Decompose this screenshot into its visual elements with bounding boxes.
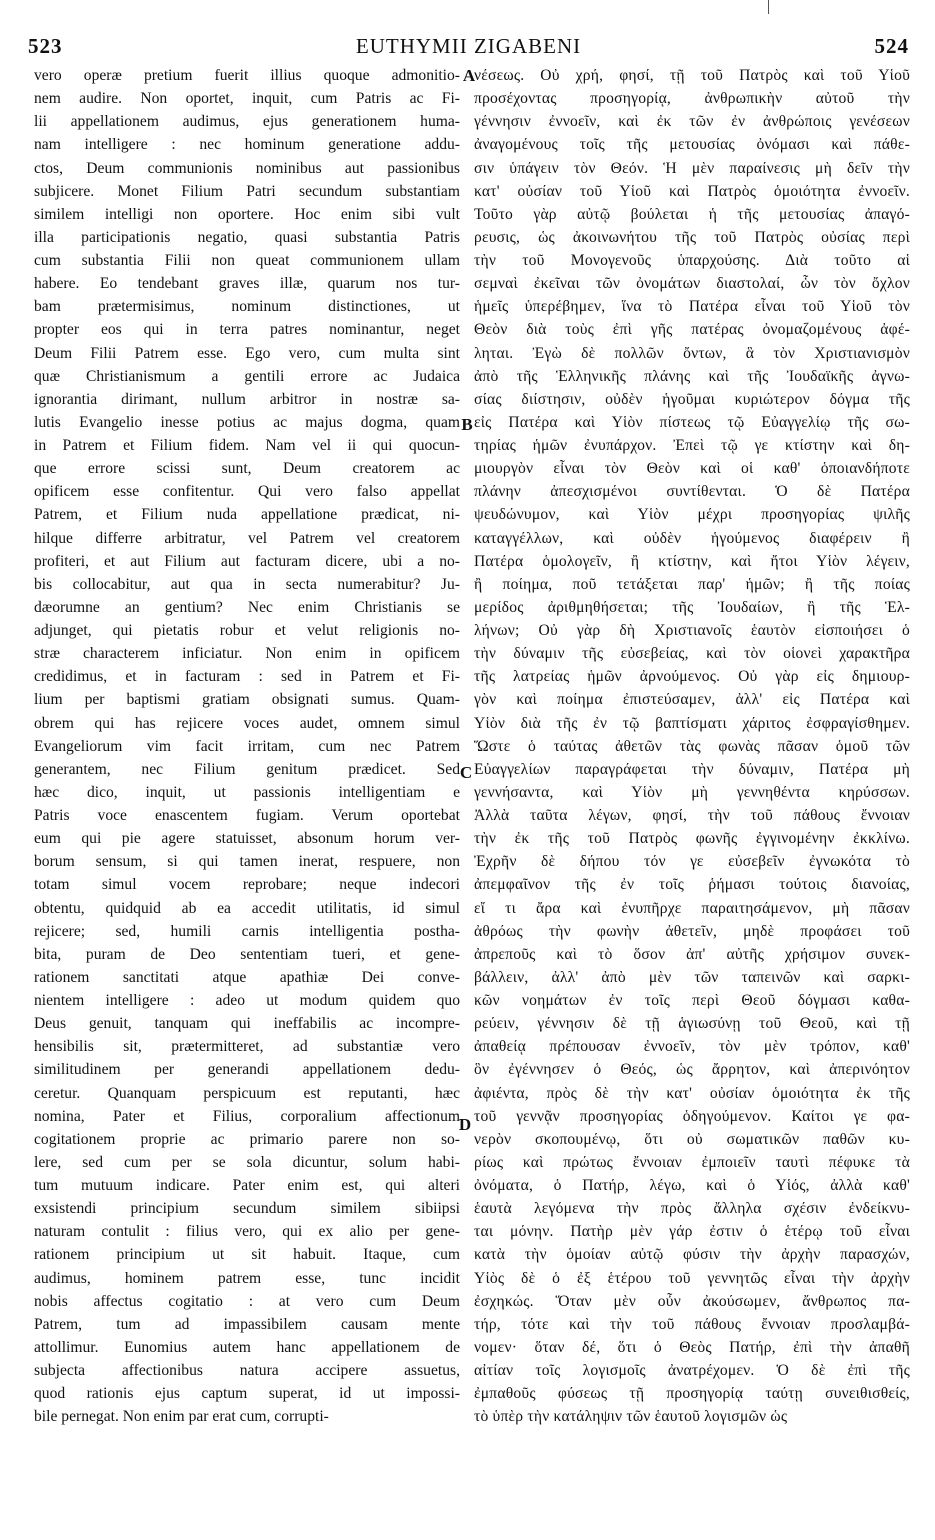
latin-text-line: bam prætermisimus, nominum distinctiones, ut [34,298,460,316]
greek-text-line: ται μόνην. Πατὴρ μὲν γάρ ἐστιν ὁ ἑτέρῳ τοῦ εἶναι [474,1223,910,1241]
greek-text-line: ἀπρεποῦς καὶ τὸ ὅσον ἀπ' αὐτῆς χρήσιμον συνεκ- [474,945,910,963]
greek-text-line: ἐσχηκώς. Ὅταν μὲν οὖν ἀκούσωμεν, ἄνθρωπος πα- [474,1292,910,1310]
greek-text-line: ψευδώνυμον, καὶ Υἱὸν μέχρι προσηγορίας ψιλῆς [474,506,910,524]
greek-text-line: νομεν· ὅταν δέ, ὅτι ὁ Θεὸς Πατήρ, ἐπὶ τὴν ἀπαθῆ [474,1338,910,1356]
greek-text-line: Ὥστε ὁ ταύτας ἀθετῶν τὰς φωνὰς πᾶσαν ὁμοῦ τῶν [474,737,910,755]
greek-text-line: Τοῦτο γὰρ αὐτῷ βούλεται ἡ τῆς μετουσίας ἀπαγό- [474,205,910,223]
latin-text-line: totam simul vocem reprobare; neque indecori [34,876,460,894]
running-title: EUTHYMII ZIGABENI [355,34,582,58]
greek-text-line: ὀνόματα, ὁ Πατήρ, λέγω, καὶ ὁ Υἱός, ἀλλὰ καθ' [474,1177,910,1194]
greek-text-line: ρίως καὶ πρώτως ἔννοιαν ἐμποιεῖν ταυτὶ πέφυκε τὰ [474,1153,910,1171]
latin-text-line: bita, puram de Deo sententiam tueri, et gene- [34,945,460,963]
latin-text-line: lium per baptismi gratiam obsignati sumus. Quam- [34,691,460,709]
greek-text-line: Υἱὸν διὰ τῆς ἐν τῷ βαπτίσματι χάριτος ἐσφραγίσθημεν. [474,714,910,732]
latin-text-line: opificem esse confitentur. Qui vero falso appellat [34,483,460,501]
greek-text-line: ἡμεῖς ὑπερέβημεν, ἵνα τὸ Πατέρα εἶναι τοῦ Υἱοῦ τὸν [474,298,910,316]
greek-text-line: ληται. Ἐγὼ δὲ πολλῶν ὄντων, ἃ τὸν Χριστιανισμὸν [474,344,910,362]
greek-text-line: σίας διίστησιν, οὐδὲν ἡγοῦμαι κυριώτερον δόγμα τῆς [474,390,910,408]
page-number-left: 523 [28,34,63,58]
greek-text-line: ἀθρόως τὴν φωνὴν ἀθετεῖν, μηδὲ προφάσει τοῦ [474,922,910,940]
latin-text-line: naturam contulit : filius vero, qui ex alio per gene- [34,1223,460,1241]
latin-text-line: nam intelligere : nec hominum generatione addu- [34,136,460,154]
margin-marker-a: A [462,66,476,85]
greek-text-line: τηρίας ἡμῶν ἐνυπάρχον. Ἐπεὶ τῷ γε κτίστην καὶ δη- [474,437,910,454]
greek-text-line: μερίδος ἀριθμηθήσεται; τῆς Ἰουδαίων, ἢ τῆς Ἑλ- [474,598,910,616]
greek-text-line: Θεὸν διὰ τοὺς ἐπὶ γῆς πατέρας ὀνομαζομένους ἀφέ- [474,321,910,339]
latin-text-line: tum mutuum indicare. Pater enim est, qui alteri [34,1177,460,1194]
greek-text-line: καταγγέλλων, καὶ οὐδὲν ἡγούμενος διαφέρειν ἢ [474,529,910,547]
latin-text-line: lutis Evangelio inesse potius ac majus dogma, quam [34,413,460,431]
latin-text-line: ignorantia dirimant, nullum arbitror in nostræ sa- [34,390,460,408]
greek-text-line: βάλλειν, ἀλλ' ἀπὸ μὲν τῶν ταπεινῶν καὶ σαρκι- [474,968,910,986]
greek-text-line: κατὰ τὴν ὁμοίαν αὐτῷ φύσιν τὴν ἀρχὴν παρασχών, [474,1246,910,1264]
margin-marker-b: B [461,415,473,434]
latin-text-line: credidimus, et in facturam : sed in Patrem et Fi- [34,668,460,686]
greek-text-line: τῆς λατρείας ἡμῶν ἀρνούμενος. Οὐ γὰρ εἰς δημιουρ- [474,668,910,686]
greek-text-line: κατ' οὐσίαν τοῦ Υἱοῦ καὶ Πατρὸς ὁμοιότητα ἐννοεῖν. [474,182,910,200]
latin-text-line: rationem sanctitati atque apathiæ Dei conve- [34,968,460,986]
greek-text-line: τὴν τοῦ Μονογενοῦς ὑπαρχούσης. Διὰ τοῦτο αἱ [474,252,910,269]
greek-text-line: Υἱὸς δὲ ὁ ἐξ ἑτέρου τοῦ γεννητῶς εἶναι τὴν ἀρχὴν [474,1269,910,1287]
greek-text-line: σιν ὑπάγειν τὸν Θεόν. Ἡ μὲν παραίνεσις μὴ δεῖν τὴν [474,159,910,177]
latin-text-line: Deus genuit, tanquam qui ineffabilis ac incompre- [34,1015,460,1033]
greek-text-line: ρευσις, ὡς ἀκοινωνήτου τῆς τοῦ Πατρὸς οὐσίας περὶ [474,228,910,246]
greek-text-line: τοῦ γεννᾷν προσηγορίας ὁδηγούμενον. Καίτοι γε φα- [474,1107,910,1125]
greek-text-line: αἰτίαν τοῖς λογισμοῖς ἀνατρέχομεν. Ὁ δὲ ἐπὶ τῆς [474,1362,910,1379]
greek-text-line: τὴν δύναμιν τῆς εὐσεβείας, καὶ τὸν οἱονεὶ χαρακτῆρα [474,645,910,663]
latin-text-line: hilque differre arbitratur, vel Patrem vel creatorem [34,529,460,547]
page-number-right: 524 [874,34,909,58]
latin-text-line: lere, sed cum per se sola dicuntur, solum habi- [34,1153,460,1171]
latin-text-line: audimus, hominem patrem esse, tunc incidit [34,1269,460,1287]
latin-text-line: Evangeliorum vim facit irritam, cum nec Patrem [34,737,460,755]
latin-text-line: nientem intelligere : adeo ut modum quidem quo [34,992,460,1009]
greek-text-line: ἐμπαθοῦς φύσεως τῇ προσηγορίᾳ ταύτῃ συνειθισθείς, [474,1385,910,1403]
greek-text-line: γὸν καὶ ποίημα ἐπιστεύσαμεν, ἀλλ' εἰς Πατέρα καὶ [474,691,910,709]
greek-text-line: πλάνην ἀπεσχισμένοι συντίθενται. Ὁ δὲ Πατέρα [474,483,910,501]
latin-text-line: que errore scissi sunt, Deum creatorem ac [34,460,460,478]
latin-text-line: similem intelligi non oportere. Hoc enim sibi vult [34,205,460,223]
latin-text-line: Patrem, et Filium nuda appellatione prædicat, ni- [34,506,460,524]
greek-text-line: Ἀλλὰ ταῦτα λέγων, φησί, τὴν τοῦ πάθους ἔννοιαν [474,807,910,824]
greek-text-line: σεμναὶ ἐκεῖναι τῶν ὀνομάτων διαστολαί, ὧν τὸν ὄχλον [474,275,910,293]
latin-text-line: nobis affectus cogitatio : at vero cum Deum [34,1292,460,1310]
latin-text-line: illa participationis negatio, quasi substantia Patris [34,228,460,246]
greek-text-line: ἀπεμφαῖνον τῆς ἐν τοῖς ῥήμασι τούτοις διανοίας, [474,876,910,894]
latin-text-line: adjunget, qui pietatis robur et velut religionis no- [34,622,460,639]
top-edge-mark [768,0,769,14]
latin-text-line: attollimur. Eunomius autem hanc appellationem de [34,1338,460,1356]
latin-text-line: vero operæ pretium fuerit illius quoque admonitio- [34,67,460,84]
latin-text-line: rationem principium ut sit habuit. Itaque, cum [34,1246,460,1264]
latin-text-line: eum qui pie agere statuisset, absonum horum ver- [34,830,460,848]
greek-text-line: ἀπαθείᾳ πρέπουσαν ἐννοεῖν, τὸν μὲν τρόπον, καθ' [474,1038,910,1056]
latin-text-line: cogitationem proprie ac primario parere non so- [34,1130,460,1148]
latin-text-line: ceretur. Quanquam perspicuum est reputanti, hæc [34,1084,460,1102]
latin-text-line: profiteri, et aut Filium aut facturam dicere, ubi a no- [34,552,460,570]
greek-text-line: μιουργὸν εἶναι τὸν Θεὸν καὶ οἱ καθ' ὁποιανδήποτε [474,460,910,478]
greek-text-line: γεννήσαντα, καὶ Υἱὸν μὴ γεννηθέντα κηρύσσων. [474,783,910,801]
greek-text-line: ἑαυτὰ λεγόμενα τὴν πρὸς ἄλληλα σχέσιν ἐνδείκνυ- [474,1200,910,1218]
latin-text-line: habere. Eo tendebant graves illæ, quarum nos tur- [34,275,460,293]
latin-text-line: lii appellationem audimus, ejus generationem huma- [34,113,460,131]
latin-text-line: hæc dico, inquit, ut passionis intelligentiam e [34,783,460,801]
latin-text-line: cum substantia Filii non queat communionem ullam [34,252,460,269]
latin-text-line: subjicere. Monet Filium Patri secundum substantiam [34,182,460,200]
greek-text-line: τὴν ἐκ τῆς τοῦ Πατρὸς φωνῆς ἐγγινομένην ἐκκλίνω. [474,830,910,848]
greek-text-line: ρεύειν, γέννησιν δὲ τῇ ἁγιωσύνῃ τοῦ Θεοῦ, καὶ τῇ [474,1015,910,1033]
greek-text-line: Πατέρα ὁμολογεῖν, ἢ κτίστην, καὶ ἤτοι Υἱὸν λέγειν, [474,552,910,570]
latin-text-line: in Patrem et Filium fidem. Nam vel ii qui quocun- [34,437,460,454]
greek-text-line: νερὸν σκοπουμένῳ, ὅτι οὐ σωματικῶν παθῶν κυ- [474,1130,910,1148]
greek-text-line: τὸ ὑπὲρ τὴν κατάληψιν τῶν ἑαυτοῦ λογισμῶν ὡς [474,1408,788,1426]
greek-text-line: εἴ τι ἄρα καὶ ἐνυπῆρχε παραιτησάμενον, μὴ πᾶσαν [474,899,910,917]
latin-text-line: obrem qui has rejicere voces audet, omnem simul [34,714,460,732]
latin-text-line: Patris voce enascentem fugiam. Verum oportebat [34,807,460,824]
latin-text-line: generantem, nec Filium genitum prædicet. Sed [34,760,460,778]
latin-text-line: similitudinem per generandi appellationem dedu- [34,1061,460,1079]
latin-text-line: nomina, Pater et Filius, corporalium affectionum [34,1107,460,1125]
latin-text-line: exsistendi principium secundum similem sibiipsi [34,1200,460,1218]
greek-text-line: κῶν νοημάτων ἐν τοῖς περὶ Θεοῦ δόγμασι καθα- [474,992,910,1009]
latin-text-line: stræ characterem inficiatur. Non enim in opificem [34,645,460,663]
latin-text-line: quod rationis ejus captum superat, id ut impossi- [34,1385,460,1403]
greek-text-line: Ἐχρῆν δὲ δήπου τόν γε εὐσεβεῖν ἐγνωκότα τὸ [474,853,910,871]
greek-text-line: ἀπὸ τῆς Ἑλληνικῆς πλάνης καὶ τῆς Ἰουδαϊκῆς ἀγνω- [474,367,910,385]
latin-text-line: rejicere; sed, humili carnis intelligentia postha- [34,922,460,940]
greek-text-line: ἀφιέντα, πρὸς δὲ τὴν κατ' οὐσίαν ὁμοιότητα ἐκ τῆς [474,1084,910,1102]
latin-text-line: subjecta affectionibus natura accipere assuetus, [34,1362,460,1379]
latin-text-line: dæorumne an gentium? Nec enim Christianis se [34,598,460,616]
margin-marker-c: C [459,763,473,782]
latin-text-line: Deum Filii Patrem esse. Ego vero, cum multa sint [34,344,460,362]
margin-marker-d: D [458,1115,472,1134]
greek-text-line: λήνων; Οὐ γὰρ δὴ Χριστιανοῖς ἑαυτὸν εἰσποιήσει ὁ [474,622,910,639]
greek-text-line: ὃν ἐγέννησεν ὁ Θεός, ὡς ἄρρητον, καὶ ἀπερινόητον [474,1061,910,1079]
greek-text-line: τήρ, τότε καὶ τὴν τοῦ πάθους ἔννοιαν προσλαμβά- [474,1315,910,1333]
greek-text-line: Εὐαγγελίων παραγράφεται τὴν δύναμιν, Πατέρα μὴ [474,760,910,778]
latin-text-line: ctos, Deum communionis nominibus aut passionibus [34,159,460,177]
latin-text-line: borum sensum, si qui tamen inerat, respuere, non [34,853,460,871]
latin-text-line: obtentu, quidquid ab ea accedit utilitatis, id simul [34,899,460,917]
latin-text-line: bis collocabitur, aut qua in secta numerabitur? Ju- [34,575,460,593]
page-header [28,34,909,58]
greek-text-line: προσέχοντας προσηγορίᾳ, ἀνθρωπικὴν αὐτοῦ τὴν [474,90,910,108]
greek-text-line: γέννησιν ἐννοεῖν, καὶ ἐκ τῶν ἐν ἀνθρώποις γενέσεων [474,113,910,131]
latin-column [34,64,460,1428]
greek-text-line: νέσεως. Οὐ χρή, φησί, τῇ τοῦ Πατρὸς καὶ τοῦ Υἱοῦ [474,67,910,84]
greek-text-line: ἢ ποίημα, ποῦ τετάξεται παρ' ἡμῶν; ἢ τῆς ποίας [474,575,910,593]
latin-text-line: hensibilis sit, prætermitteret, ad substantiæ vero [34,1038,460,1056]
latin-text-line: nem audire. Non oportet, inquit, cum Patris ac Fi- [34,90,460,108]
greek-text-line: ἀναγομένους τοῖς τῆς μετουσίας ὀνόμασι καὶ πάθε- [474,136,910,154]
latin-text-line: bile pernegat. Non enim par erat cum, corrupti- [34,1408,329,1426]
latin-text-line: propter eos qui in terra patres nominantur, neget [34,321,460,339]
greek-text-line: εἰς Πατέρα καὶ Υἱὸν πίστεως τῷ Εὐαγγελίῳ τῆς σω- [474,413,910,431]
latin-text-line: quæ Christianismum a gentili errore ac Judaica [34,367,460,385]
latin-text-line: Patrem, tum ad impassibilem causam mente [34,1315,460,1333]
greek-column [474,64,910,1428]
